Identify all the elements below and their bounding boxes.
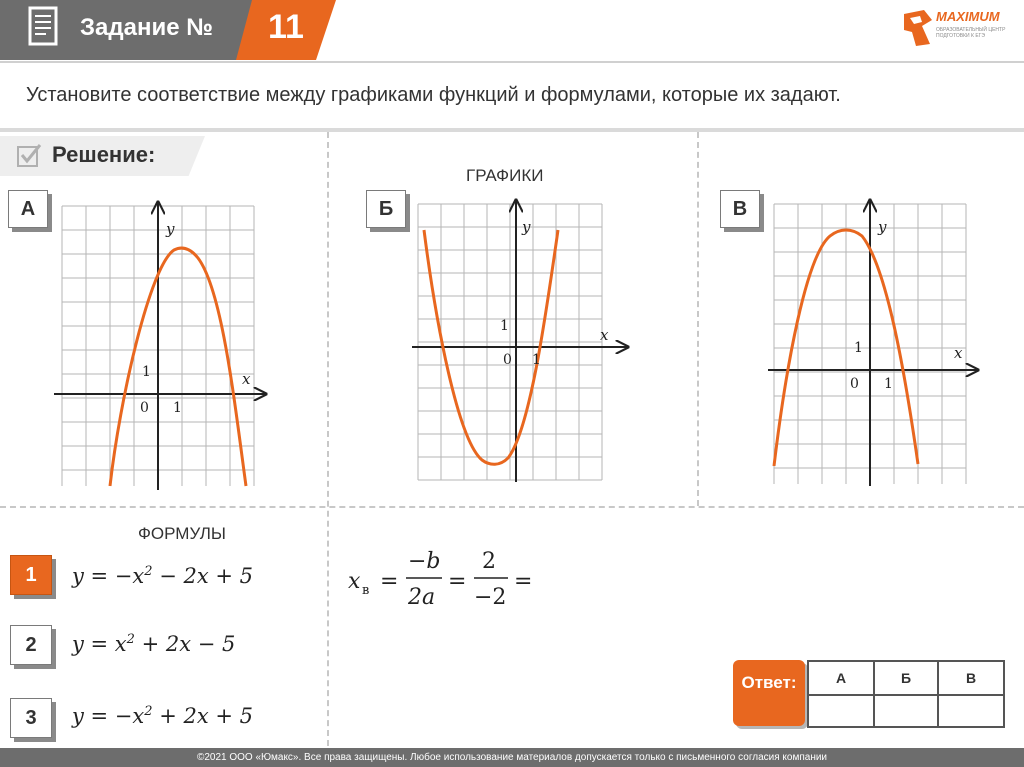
formula-1-rhs: − 2x + 5: [152, 564, 253, 588]
formula-3-rhs: + 2x + 5: [152, 704, 253, 728]
answer-cell-b[interactable]: [875, 696, 937, 726]
answer-header-b: Б: [900, 670, 912, 686]
fraction-1-denominator: 2a: [408, 585, 436, 610]
fraction-1-numerator: −b: [408, 549, 441, 574]
equals-sign-3: =: [514, 569, 533, 594]
graph-b-tick-x: 1: [532, 352, 541, 368]
formula-3-lhs: y = −x: [72, 704, 145, 728]
graph-b-x-label: x: [600, 326, 609, 344]
answer-cell-v[interactable]: [939, 696, 1003, 726]
fraction-2-numerator: 2: [482, 549, 496, 574]
graph-v-tick-y: 1: [854, 340, 863, 356]
vertex-x: x: [348, 569, 361, 594]
graph-b-tick-y: 1: [500, 318, 509, 334]
formula-3: [72, 704, 253, 728]
formula-2: [72, 632, 235, 656]
question-text: Установите соответствие между графиками функций и формулами, которые их задают.: [26, 84, 841, 106]
graph-b-grid: [418, 204, 602, 480]
graph-a-tick-x: 1: [173, 400, 182, 416]
header-divider: [0, 61, 1024, 63]
formula-2-number: 2: [10, 625, 52, 665]
equals-sign-1: =: [380, 569, 399, 594]
task-number: 11: [268, 8, 304, 46]
answer-header-v: В: [965, 670, 977, 686]
graph-a-curve: [110, 248, 246, 486]
graph-v-y-label: y: [878, 218, 887, 236]
formula-1-number: 1: [10, 555, 52, 595]
header-bar: [0, 0, 1024, 63]
formula-2-rhs: + 2x − 5: [134, 632, 236, 656]
graph-a-tick-y: 1: [142, 364, 151, 380]
column-divider-2: [697, 132, 699, 506]
brand-subtitle: ОБРАЗОВАТЕЛЬНЫЙ ЦЕНТР ПОДГОТОВКИ К ЕГЭ: [936, 27, 1006, 39]
footer-copyright: ©2021 ООО «Юмакс». Все права защищены. Любое использование материалов допускается только с письменного согласия компании: [0, 748, 1024, 767]
column-divider-1: [327, 132, 329, 746]
graph-v-tick-x: 1: [884, 376, 893, 392]
graph-a: [54, 198, 270, 494]
vertex-subscript: в: [362, 583, 370, 598]
question-separator: [0, 128, 1024, 132]
graph-a-origin: 0: [140, 400, 149, 416]
task-title: Задание №: [80, 14, 213, 41]
graph-v-letter: В: [720, 190, 760, 228]
document-icon: [26, 6, 60, 48]
equals-sign-2: =: [448, 569, 467, 594]
formula-2-exponent: 2: [126, 632, 135, 647]
vertex-formula: [346, 544, 546, 614]
fraction-2-denominator: −2: [474, 585, 507, 610]
brand-name: MAXIMUM: [936, 9, 1000, 24]
formula-3-number: 3: [10, 698, 52, 738]
formula-3-exponent: 2: [144, 704, 153, 719]
row-divider: [0, 506, 1024, 508]
graphs-heading: ГРАФИКИ: [466, 166, 544, 185]
graph-b-y-label: y: [522, 218, 531, 236]
graph-a-y-label: y: [166, 220, 175, 238]
formula-2-lhs: y = x: [72, 632, 127, 656]
solution-label: Решение:: [52, 142, 156, 167]
formula-1-lhs: y = −x: [72, 564, 145, 588]
formulas-heading: ФОРМУЛЫ: [138, 524, 226, 543]
graph-v-origin: 0: [850, 376, 859, 392]
answer-cell-a[interactable]: [809, 696, 873, 726]
formula-1-exponent: 2: [144, 564, 153, 579]
formula-1: [72, 564, 253, 588]
graph-a-letter: А: [8, 190, 48, 228]
answer-table: [807, 660, 1005, 728]
graph-a-x-label: x: [242, 370, 251, 388]
answer-block: [733, 660, 1001, 726]
checkbox-checked-icon: [16, 142, 42, 168]
graph-b-letter: Б: [366, 190, 406, 228]
graph-b-origin: 0: [503, 352, 512, 368]
graph-v-x-label: x: [954, 344, 963, 362]
answer-header-a: А: [835, 670, 847, 686]
graph-v: [766, 196, 982, 488]
graph-b: [410, 194, 632, 484]
answer-label: Ответ:: [733, 660, 805, 726]
